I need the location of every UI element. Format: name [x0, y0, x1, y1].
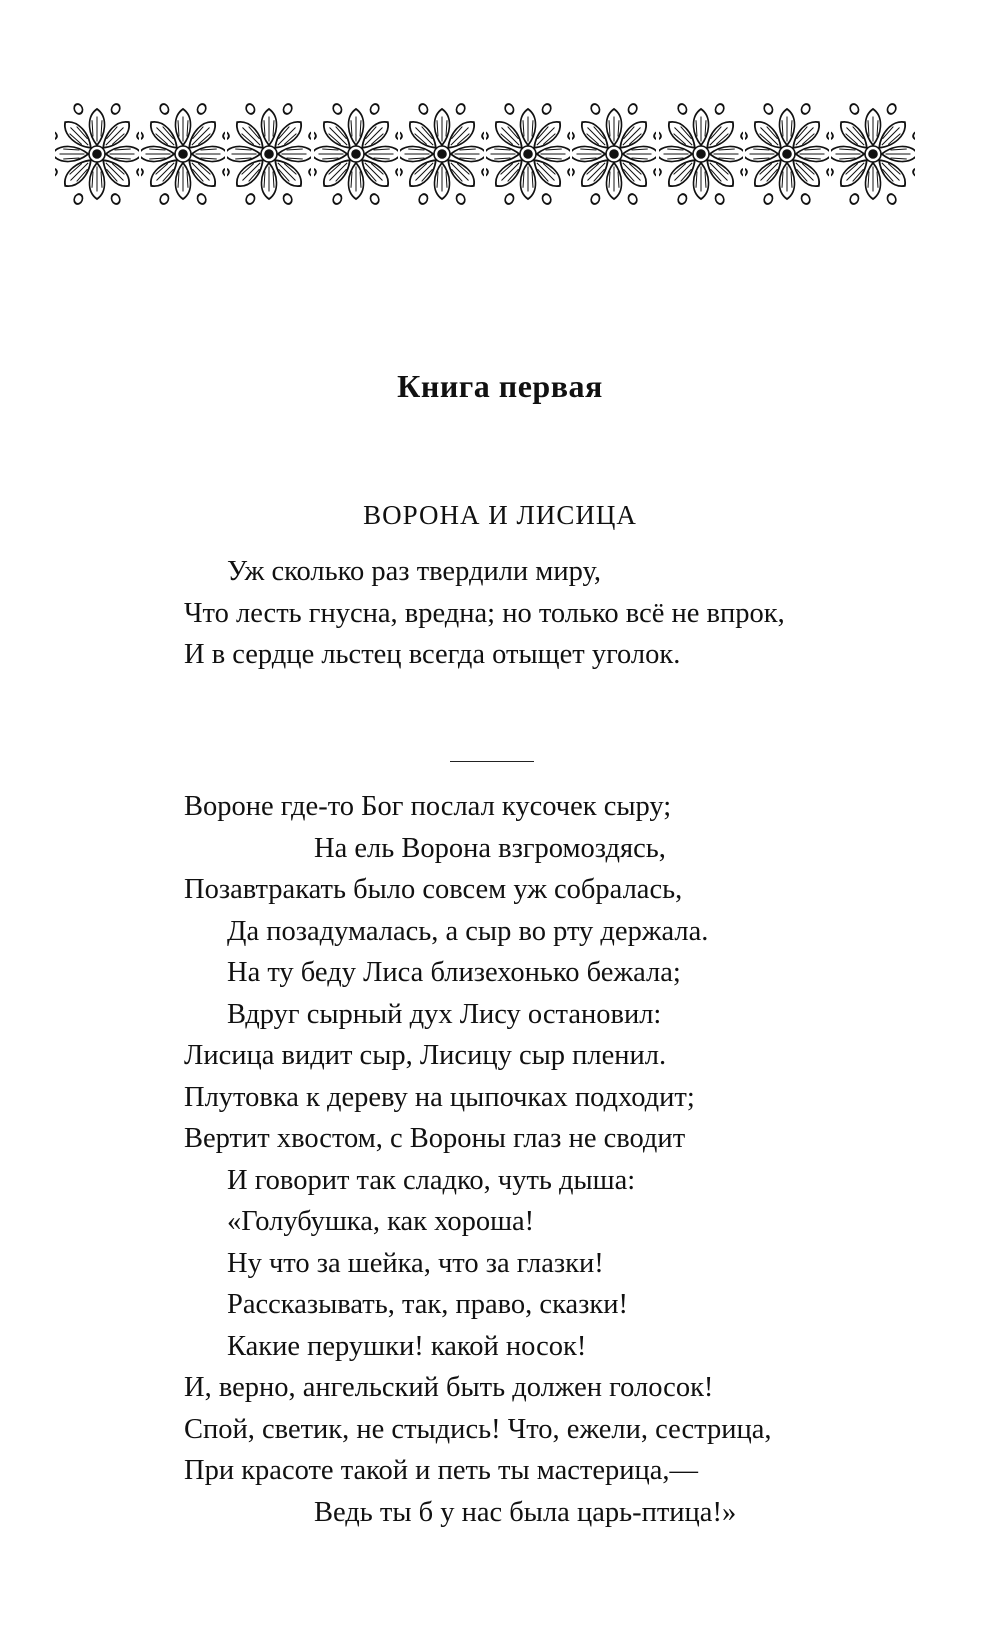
verse-line: Что лесть гнусна, вредна; но только всё не впрок, [184, 597, 785, 629]
verse-line: Лисица видит сыр, Лисицу сыр пленил. [184, 1040, 667, 1071]
flower-rosette-icon [486, 98, 570, 210]
verse-line: Вдруг сырный дух Лису остановил: [227, 998, 662, 1030]
verse-line: Да позадумалась, а сыр во рту держала. [227, 915, 709, 947]
ornament-border [55, 98, 915, 210]
flower-rosette-icon [55, 98, 139, 210]
verse-line: Вертит хвостом, с Вороны глаз не сводит [184, 1123, 686, 1154]
verse-line: Спой, светик, не стыдись! Что, ежели, сестрица, [184, 1413, 772, 1445]
verse-line: И, верно, ангельский быть должен голосок! [184, 1372, 714, 1403]
flower-rosette-icon [659, 98, 743, 210]
verse-line: Ведь ты б у нас была царь-птица!» [314, 1496, 737, 1528]
verse-line: При красоте такой и петь ты мастерица,— [184, 1455, 699, 1486]
section-divider [450, 761, 534, 762]
flower-rosette-icon [572, 98, 656, 210]
verse-line: Плутовка к дереву на цыпочках подходит; [184, 1081, 695, 1113]
book-title: Книга первая [397, 368, 603, 404]
verse-line: Уж сколько раз твердили миру, [227, 556, 601, 587]
flower-rosette-icon [314, 98, 398, 210]
flower-rosette-icon [227, 98, 311, 210]
verse-line: Позавтракать было совсем уж собралась, [184, 874, 683, 905]
flower-rosette-icon [831, 98, 915, 210]
flower-rosette-icon [141, 98, 225, 210]
verse-line: Рассказывать, так, право, сказки! [227, 1289, 628, 1320]
verse-line: На ту беду Лиса близехонько бежала; [227, 957, 681, 988]
fable-title: ВОРОНА И ЛИСИЦА [363, 500, 637, 530]
flower-rosette-icon [745, 98, 829, 210]
verse-line: Вороне где-то Бог послал кусочек сыру; [184, 791, 672, 822]
moral-stanza [184, 551, 785, 676]
verse-line: На ель Ворона взгромоздясь, [314, 832, 666, 864]
story-stanza [184, 786, 771, 1533]
verse-line: Какие перушки! какой носок! [227, 1330, 587, 1362]
verse-line: «Голубушка, как хороша! [227, 1206, 535, 1237]
verse-line: Ну что за шейка, что за глазки! [227, 1247, 604, 1279]
verse-line: И в сердце льстец всегда отыщет уголок. [184, 639, 681, 670]
verse-line: И говорит так сладко, чуть дыша: [227, 1164, 636, 1196]
flower-rosette-icon [400, 98, 484, 210]
